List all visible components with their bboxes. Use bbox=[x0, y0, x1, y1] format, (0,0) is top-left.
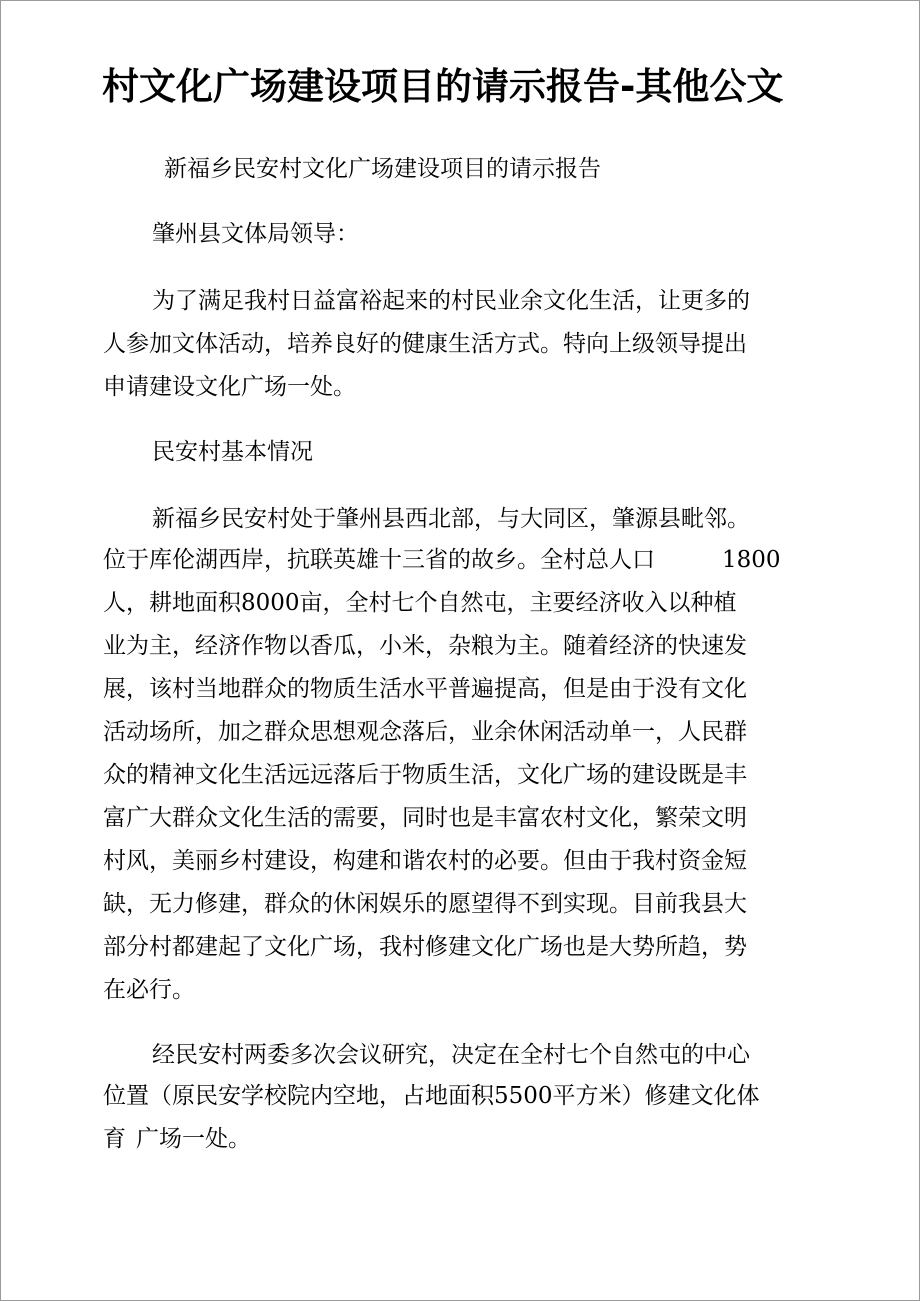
document-title: 村文化广场建设项目的请示报告-其他公文 bbox=[102, 65, 784, 108]
paragraph-3-line: 育 bbox=[103, 1126, 126, 1152]
paragraph-1-line: 人参加文体活动，培养良好的健康生活方式。特向上级领导提出 bbox=[103, 331, 747, 357]
paragraph-1-line: 申请建设文化广场一处。 bbox=[103, 374, 356, 400]
paragraph-2-line: 位于库伦湖西岸，抗联英雄十三省的故乡。全村总人口 bbox=[103, 547, 655, 573]
paragraph-2-line: 人，耕地面积8000亩，全村七个自然屯，主要经济收入以种植 bbox=[103, 590, 737, 616]
paragraph-3-line: 经民安村两委多次会议研究，决定在全村七个自然屯的中心 bbox=[152, 1042, 750, 1068]
paragraph-2-line: 在必行。 bbox=[103, 977, 195, 1003]
paragraph-3-line: 位置（原民安学校院内空地，占地面积5500平方米）修建文化体 bbox=[103, 1083, 760, 1109]
paragraph-2-line: 众的精神文化生活远远落后于物质生活，文化广场的建设既是丰 bbox=[103, 762, 747, 788]
paragraph-2-line: 村风，美丽乡村建设，构建和谐农村的必要。但由于我村资金短 bbox=[103, 848, 747, 874]
paragraph-2-line: 展，该村当地群众的物质生活水平普遍提高，但是由于没有文化 bbox=[103, 676, 747, 702]
paragraph-1-line: 为了满足我村日益富裕起来的村民业余文化生活，让更多的 bbox=[152, 288, 750, 314]
paragraph-3-line: 广场一处。 bbox=[136, 1126, 251, 1152]
paragraph-2-line: 缺，无力修建，群众的休闲娱乐的愿望得不到实现。目前我县大 bbox=[103, 891, 747, 917]
section-heading: 民安村基本情况 bbox=[152, 439, 313, 465]
paragraph-2-line: 活动场所，加之群众思想观念落后，业余休闲活动单一，人民群 bbox=[103, 719, 747, 745]
paragraph-2-line: 新福乡民安村处于肇州县西北部，与大同区，肇源县毗邻。 bbox=[152, 506, 750, 532]
paragraph-2-line: 富广大群众文化生活的需要，同时也是丰富农村文化，繁荣文明 bbox=[103, 805, 747, 831]
salutation: 肇州县文体局领导： bbox=[152, 221, 359, 247]
population-figure: 1800 bbox=[722, 547, 781, 573]
paragraph-2-line: 部分村都建起了文化广场，我村修建文化广场也是大势所趋，势 bbox=[103, 934, 747, 960]
paragraph-2-line: 业为主，经济作物以香瓜，小米，杂粮为主。随着经济的快速发 bbox=[103, 633, 747, 659]
document-subtitle: 新福乡民安村文化广场建设项目的请示报告 bbox=[164, 156, 601, 182]
